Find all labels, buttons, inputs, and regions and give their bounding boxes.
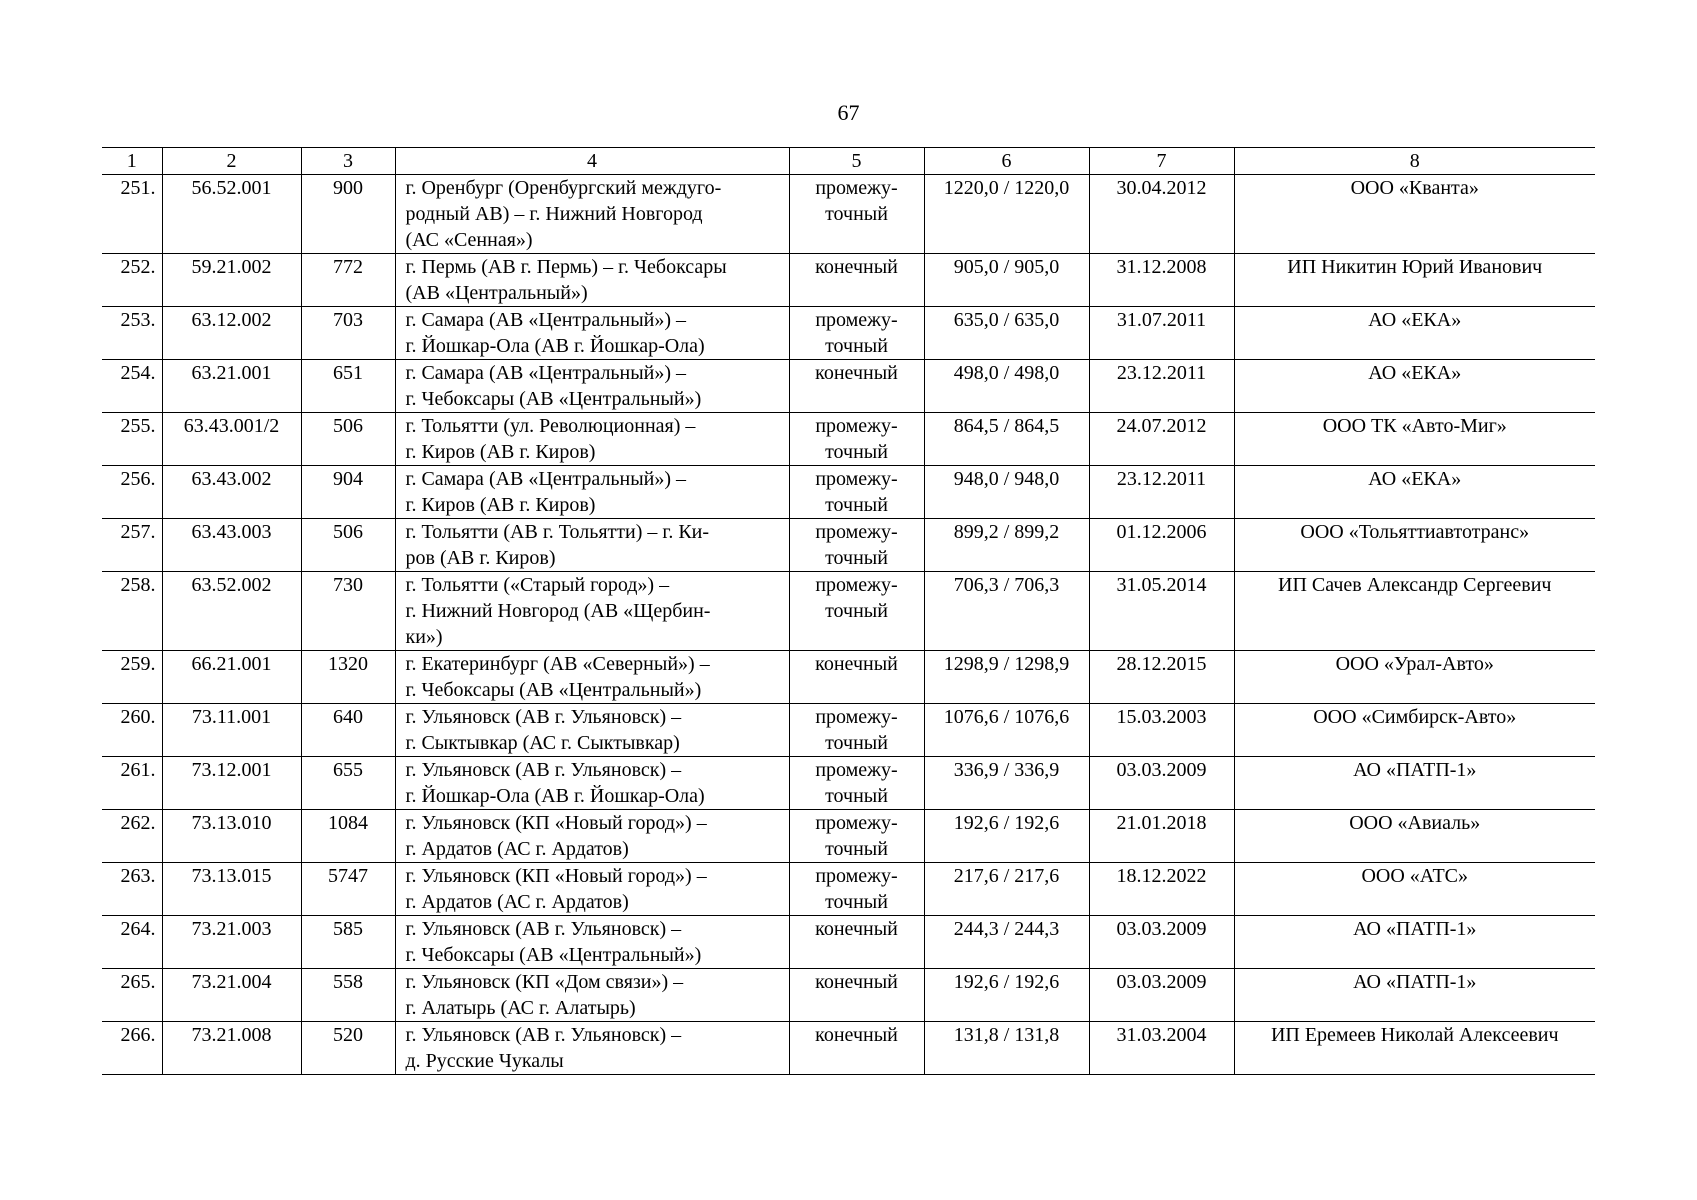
- stop-type-line: конечный: [815, 918, 898, 940]
- route-number: 655: [301, 757, 395, 810]
- route-length: 498,0 / 498,0: [924, 360, 1089, 413]
- route-name: [395, 572, 789, 651]
- carrier: ООО ТК «Авто-Миг»: [1234, 413, 1595, 466]
- carrier: АО «ЕКА»: [1234, 360, 1595, 413]
- stop-type-line: промежу-: [815, 865, 898, 887]
- registration-number: 73.12.001: [162, 757, 301, 810]
- route-name-line: г. Нижний Новгород (АВ «Щербин-: [405, 600, 711, 622]
- route-name: [395, 413, 789, 466]
- column-header: 3: [301, 148, 395, 175]
- row-number: 265.: [102, 969, 162, 1022]
- route-name-line: г. Пермь (АВ г. Пермь) – г. Чебоксары: [405, 256, 727, 278]
- column-header: 5: [789, 148, 924, 175]
- row-number: 252.: [102, 254, 162, 307]
- carrier: АО «ПАТП-1»: [1234, 969, 1595, 1022]
- stop-type-line: промежу-: [815, 574, 898, 596]
- route-name: [395, 757, 789, 810]
- stop-type-line: промежу-: [815, 812, 898, 834]
- route-number: 506: [301, 413, 395, 466]
- row-number: 257.: [102, 519, 162, 572]
- stop-type: [789, 916, 924, 969]
- row-number: 254.: [102, 360, 162, 413]
- registration-number: 73.13.010: [162, 810, 301, 863]
- carrier: ООО «Урал-Авто»: [1234, 651, 1595, 704]
- stop-type: [789, 1022, 924, 1075]
- carrier: АО «ПАТП-1»: [1234, 916, 1595, 969]
- row-number: 253.: [102, 307, 162, 360]
- route-name-line: г. Ардатов (АС г. Ардатов): [405, 891, 629, 913]
- route-name-line: г. Самара (АВ «Центральный») –: [405, 468, 687, 490]
- route-number: 703: [301, 307, 395, 360]
- carrier: ИП Еремеев Николай Алексеевич: [1234, 1022, 1595, 1075]
- stop-type-line: точный: [825, 203, 888, 225]
- stop-type: [789, 175, 924, 254]
- stop-type: [789, 360, 924, 413]
- routes-table: [102, 147, 1595, 1075]
- carrier: ООО «Тольяттиавтотранс»: [1234, 519, 1595, 572]
- route-name-line: г. Киров (АВ г. Киров): [405, 494, 596, 516]
- registration-number: 66.21.001: [162, 651, 301, 704]
- row-number: 264.: [102, 916, 162, 969]
- table-row: [102, 863, 1595, 916]
- row-number: 266.: [102, 1022, 162, 1075]
- route-name: [395, 810, 789, 863]
- route-name: [395, 651, 789, 704]
- route-name-line: г. Оренбург (Оренбургский междуго-: [405, 177, 722, 199]
- route-name: [395, 704, 789, 757]
- route-name-line: г. Йошкар-Ола (АВ г. Йошкар-Ола): [405, 785, 705, 807]
- route-name-line: г. Йошкар-Ола (АВ г. Йошкар-Ола): [405, 335, 705, 357]
- start-date: 03.03.2009: [1089, 916, 1234, 969]
- start-date: 30.04.2012: [1089, 175, 1234, 254]
- route-name-line: г. Самара (АВ «Центральный») –: [405, 309, 687, 331]
- route-name-line: г. Тольятти («Старый город») –: [405, 574, 670, 596]
- table-row: [102, 572, 1595, 651]
- stop-type: [789, 651, 924, 704]
- stop-type-line: промежу-: [815, 309, 898, 331]
- stop-type: [789, 254, 924, 307]
- route-name-line: (АС «Сенная»): [405, 229, 533, 251]
- start-date: 23.12.2011: [1089, 360, 1234, 413]
- stop-type: [789, 519, 924, 572]
- registration-number: 63.43.003: [162, 519, 301, 572]
- route-length: 244,3 / 244,3: [924, 916, 1089, 969]
- carrier: ООО «Кванта»: [1234, 175, 1595, 254]
- row-number: 256.: [102, 466, 162, 519]
- registration-number: 63.43.002: [162, 466, 301, 519]
- stop-type-line: точный: [825, 441, 888, 463]
- stop-type: [789, 307, 924, 360]
- stop-type-line: промежу-: [815, 706, 898, 728]
- start-date: 21.01.2018: [1089, 810, 1234, 863]
- route-number: 651: [301, 360, 395, 413]
- column-header: 6: [924, 148, 1089, 175]
- table-body: [102, 175, 1595, 1075]
- table-row: [102, 175, 1595, 254]
- carrier: АО «ЕКА»: [1234, 307, 1595, 360]
- column-header: 1: [102, 148, 162, 175]
- route-name-line: родный АВ) – г. Нижний Новгород: [405, 203, 703, 225]
- stop-type: [789, 863, 924, 916]
- table-row: [102, 757, 1595, 810]
- carrier: АО «ЕКА»: [1234, 466, 1595, 519]
- row-number: 260.: [102, 704, 162, 757]
- route-name: [395, 863, 789, 916]
- stop-type-line: конечный: [815, 1024, 898, 1046]
- route-name: [395, 175, 789, 254]
- column-header: 4: [395, 148, 789, 175]
- table-row: [102, 916, 1595, 969]
- stop-type: [789, 757, 924, 810]
- carrier: ИП Сачев Александр Сергеевич: [1234, 572, 1595, 651]
- route-length: 1076,6 / 1076,6: [924, 704, 1089, 757]
- table-row: [102, 254, 1595, 307]
- route-name: [395, 1022, 789, 1075]
- route-name-line: г. Сыктывкар (АС г. Сыктывкар): [405, 732, 680, 754]
- stop-type-line: точный: [825, 600, 888, 622]
- carrier: ИП Никитин Юрий Иванович: [1234, 254, 1595, 307]
- route-number: 5747: [301, 863, 395, 916]
- stop-type-line: промежу-: [815, 759, 898, 781]
- route-name-line: г. Ульяновск (АВ г. Ульяновск) –: [405, 759, 682, 781]
- registration-number: 59.21.002: [162, 254, 301, 307]
- route-length: 217,6 / 217,6: [924, 863, 1089, 916]
- start-date: 31.03.2004: [1089, 1022, 1234, 1075]
- route-name-line: г. Чебоксары (АВ «Центральный»): [405, 679, 702, 701]
- start-date: 31.12.2008: [1089, 254, 1234, 307]
- stop-type-line: точный: [825, 335, 888, 357]
- table-row: [102, 1022, 1595, 1075]
- row-number: 258.: [102, 572, 162, 651]
- registration-number: 73.21.004: [162, 969, 301, 1022]
- route-name-line: г. Ульяновск (КП «Новый город») –: [405, 865, 707, 887]
- stop-type-line: промежу-: [815, 468, 898, 490]
- route-length: 948,0 / 948,0: [924, 466, 1089, 519]
- stop-type: [789, 572, 924, 651]
- route-length: 1220,0 / 1220,0: [924, 175, 1089, 254]
- route-number: 904: [301, 466, 395, 519]
- start-date: 03.03.2009: [1089, 969, 1234, 1022]
- route-name-line: г. Киров (АВ г. Киров): [405, 441, 596, 463]
- table-row: [102, 360, 1595, 413]
- route-name-line: г. Ульяновск (АВ г. Ульяновск) –: [405, 918, 682, 940]
- registration-number: 63.12.002: [162, 307, 301, 360]
- stop-type-line: точный: [825, 547, 888, 569]
- stop-type-line: конечный: [815, 971, 898, 993]
- route-name-line: ки»): [405, 626, 443, 648]
- table-row: [102, 704, 1595, 757]
- stop-type-line: конечный: [815, 362, 898, 384]
- route-name-line: г. Ардатов (АС г. Ардатов): [405, 838, 629, 860]
- start-date: 15.03.2003: [1089, 704, 1234, 757]
- stop-type-line: конечный: [815, 653, 898, 675]
- route-number: 1320: [301, 651, 395, 704]
- route-name-line: ров (АВ г. Киров): [405, 547, 556, 569]
- route-length: 192,6 / 192,6: [924, 810, 1089, 863]
- start-date: 18.12.2022: [1089, 863, 1234, 916]
- route-number: 1084: [301, 810, 395, 863]
- registration-number: 73.13.015: [162, 863, 301, 916]
- header-row: [102, 148, 1595, 175]
- registration-number: 73.21.008: [162, 1022, 301, 1075]
- route-name-line: (АВ «Центральный»): [405, 282, 588, 304]
- start-date: 31.07.2011: [1089, 307, 1234, 360]
- carrier: ООО «Авиаль»: [1234, 810, 1595, 863]
- route-name-line: г. Алатырь (АС г. Алатырь): [405, 997, 636, 1019]
- route-name-line: г. Екатеринбург (АВ «Северный») –: [405, 653, 710, 675]
- route-name-line: д. Русские Чукалы: [405, 1050, 564, 1072]
- page-number: 67: [837, 100, 860, 125]
- route-name: [395, 519, 789, 572]
- route-number: 585: [301, 916, 395, 969]
- route-name-line: г. Чебоксары (АВ «Центральный»): [405, 388, 702, 410]
- stop-type-line: точный: [825, 838, 888, 860]
- table-row: [102, 413, 1595, 466]
- route-number: 772: [301, 254, 395, 307]
- route-length: 336,9 / 336,9: [924, 757, 1089, 810]
- stop-type-line: конечный: [815, 256, 898, 278]
- registration-number: 63.21.001: [162, 360, 301, 413]
- stop-type-line: промежу-: [815, 177, 898, 199]
- row-number: 259.: [102, 651, 162, 704]
- table-row: [102, 519, 1595, 572]
- row-number: 262.: [102, 810, 162, 863]
- start-date: 28.12.2015: [1089, 651, 1234, 704]
- route-length: 899,2 / 899,2: [924, 519, 1089, 572]
- row-number: 263.: [102, 863, 162, 916]
- registration-number: 63.43.001/2: [162, 413, 301, 466]
- stop-type-line: точный: [825, 732, 888, 754]
- table-row: [102, 969, 1595, 1022]
- route-number: 506: [301, 519, 395, 572]
- start-date: 03.03.2009: [1089, 757, 1234, 810]
- route-name-line: г. Самара (АВ «Центральный») –: [405, 362, 687, 384]
- table-row: [102, 466, 1595, 519]
- carrier: ООО «АТС»: [1234, 863, 1595, 916]
- route-length: 864,5 / 864,5: [924, 413, 1089, 466]
- route-length: 131,8 / 131,8: [924, 1022, 1089, 1075]
- registration-number: 73.11.001: [162, 704, 301, 757]
- row-number: 251.: [102, 175, 162, 254]
- start-date: 23.12.2011: [1089, 466, 1234, 519]
- stop-type: [789, 466, 924, 519]
- route-length: 706,3 / 706,3: [924, 572, 1089, 651]
- table-row: [102, 651, 1595, 704]
- route-name-line: г. Ульяновск (КП «Дом связи») –: [405, 971, 684, 993]
- route-name: [395, 466, 789, 519]
- start-date: 01.12.2006: [1089, 519, 1234, 572]
- registration-number: 63.52.002: [162, 572, 301, 651]
- route-length: 905,0 / 905,0: [924, 254, 1089, 307]
- registration-number: 73.21.003: [162, 916, 301, 969]
- column-header: 8: [1234, 148, 1595, 175]
- route-length: 635,0 / 635,0: [924, 307, 1089, 360]
- registration-number: 56.52.001: [162, 175, 301, 254]
- route-name-line: г. Тольятти (ул. Революционная) –: [405, 415, 696, 437]
- route-name-line: г. Ульяновск (АВ г. Ульяновск) –: [405, 706, 682, 728]
- route-name: [395, 360, 789, 413]
- table-row: [102, 307, 1595, 360]
- stop-type: [789, 704, 924, 757]
- row-number: 255.: [102, 413, 162, 466]
- stop-type: [789, 810, 924, 863]
- route-name-line: г. Ульяновск (КП «Новый город») –: [405, 812, 707, 834]
- carrier: АО «ПАТП-1»: [1234, 757, 1595, 810]
- stop-type-line: точный: [825, 891, 888, 913]
- route-number: 558: [301, 969, 395, 1022]
- route-length: 1298,9 / 1298,9: [924, 651, 1089, 704]
- table-row: [102, 810, 1595, 863]
- stop-type-line: промежу-: [815, 415, 898, 437]
- route-name-line: г. Чебоксары (АВ «Центральный»): [405, 944, 702, 966]
- row-number: 261.: [102, 757, 162, 810]
- stop-type-line: точный: [825, 494, 888, 516]
- route-name: [395, 969, 789, 1022]
- route-name: [395, 916, 789, 969]
- route-length: 192,6 / 192,6: [924, 969, 1089, 1022]
- route-name-line: г. Ульяновск (АВ г. Ульяновск) –: [405, 1024, 682, 1046]
- route-name: [395, 254, 789, 307]
- route-number: 520: [301, 1022, 395, 1075]
- stop-type-line: промежу-: [815, 521, 898, 543]
- route-name-line: г. Тольятти (АВ г. Тольятти) – г. Ки-: [405, 521, 710, 543]
- route-number: 640: [301, 704, 395, 757]
- column-header: 2: [162, 148, 301, 175]
- stop-type-line: точный: [825, 785, 888, 807]
- start-date: 24.07.2012: [1089, 413, 1234, 466]
- route-number: 730: [301, 572, 395, 651]
- start-date: 31.05.2014: [1089, 572, 1234, 651]
- stop-type: [789, 413, 924, 466]
- carrier: ООО «Симбирск-Авто»: [1234, 704, 1595, 757]
- route-number: 900: [301, 175, 395, 254]
- route-name: [395, 307, 789, 360]
- stop-type: [789, 969, 924, 1022]
- column-header: 7: [1089, 148, 1234, 175]
